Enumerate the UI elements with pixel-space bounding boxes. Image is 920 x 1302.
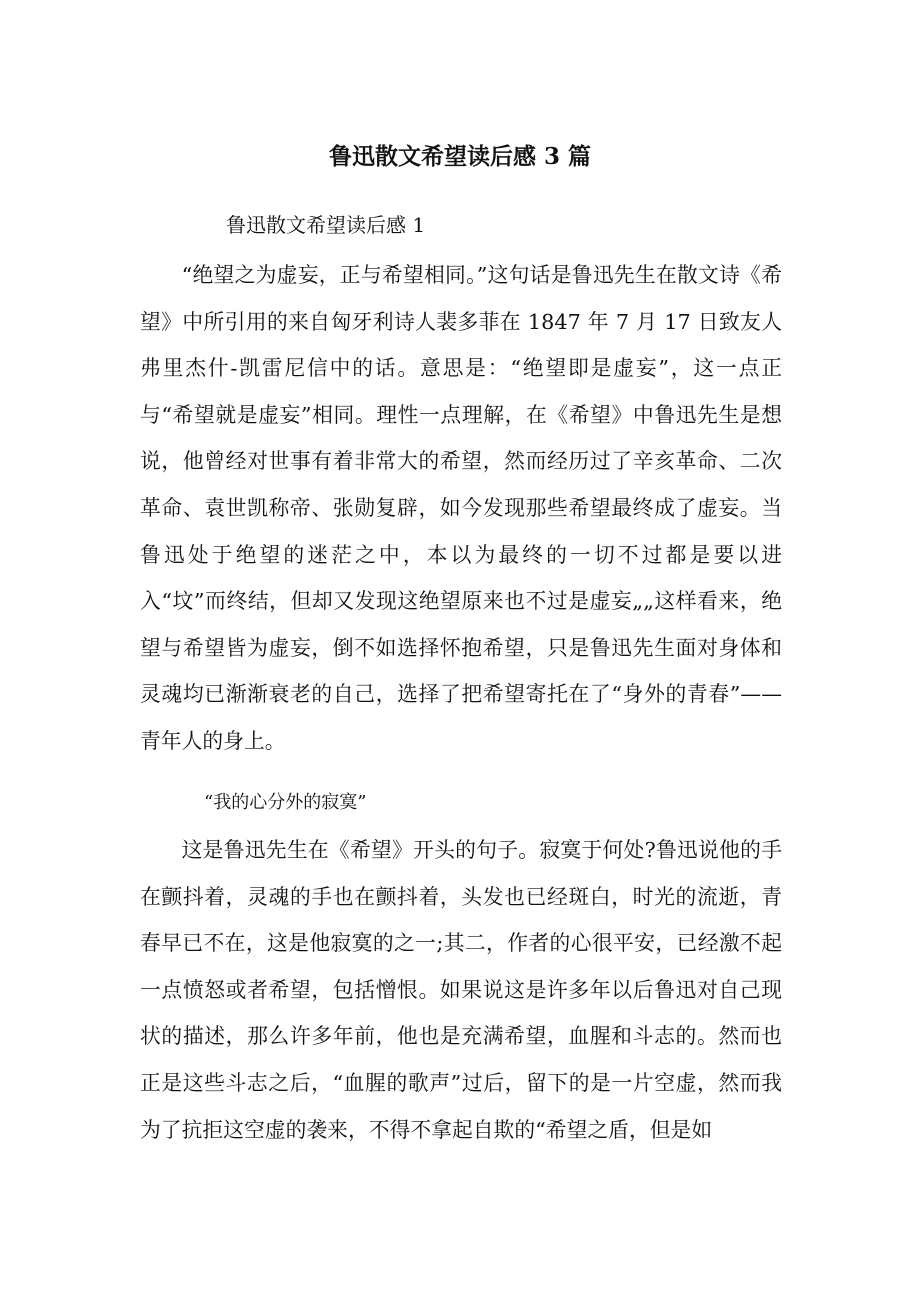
paragraph-1: “绝望之为虚妄，正与希望相同。”这句话是鲁迅先生在散文诗《希望》中所引用的来自匈牙利诗人裴多菲在 1847 年 7 月 17 日致友人弗里杰什-凯雷尼信中的话。意思是：“绝望即是虚妄”，这一点正与“希望就是虚妄”相同。理性一点理解，在《希望》中鲁迅先生是想说，他曾经对世事有着非常大的希望，然而经历过了辛亥革命、二次革命、袁世凯称帝、张勋复辟，如今发现那些希望最终成了虚妄。当鲁迅处于绝望的迷茫之中，本以为最终的一切不过都是要以进入“坟”而终结，但却又发现这绝望原来也不过是虚妄„„这样看来，绝望与希望皆为虚妄，倒不如选择怀抱希望，只是鲁迅先生面对身体和灵魂均已渐渐衰老的自己，选择了把希望寄托在了“身外的青春”——青年人的身上。: [140, 263, 782, 753]
document-title: 鲁迅散文希望读后感 3 篇: [328, 143, 592, 170]
paragraph-2: 这是鲁迅先生在《希望》开头的句子。寂寞于何处?鲁迅说他的手在颤抖着，灵魂的手也在颤抖着，头发也已经斑白，时光的流逝，青春早已不在，这是他寂寞的之一;其二，作者的心很平安，已经激不起一点愤怒或者希望，包括憎恨。如果说这是许多年以后鲁迅对自己现状的描述，那么许多年前，他也是充满希望，血腥和斗志的。然而也正是这些斗志之后，“血腥的歌声”过后，留下的是一片空虚，然而我为了抗拒这空虚的袭来，不得不拿起自欺的“希望之盾，但是如: [140, 838, 782, 1142]
quote-line: “我的心分外的寂寞”: [204, 792, 367, 813]
section-heading: 鲁迅散文希望读后感 1: [226, 213, 426, 237]
